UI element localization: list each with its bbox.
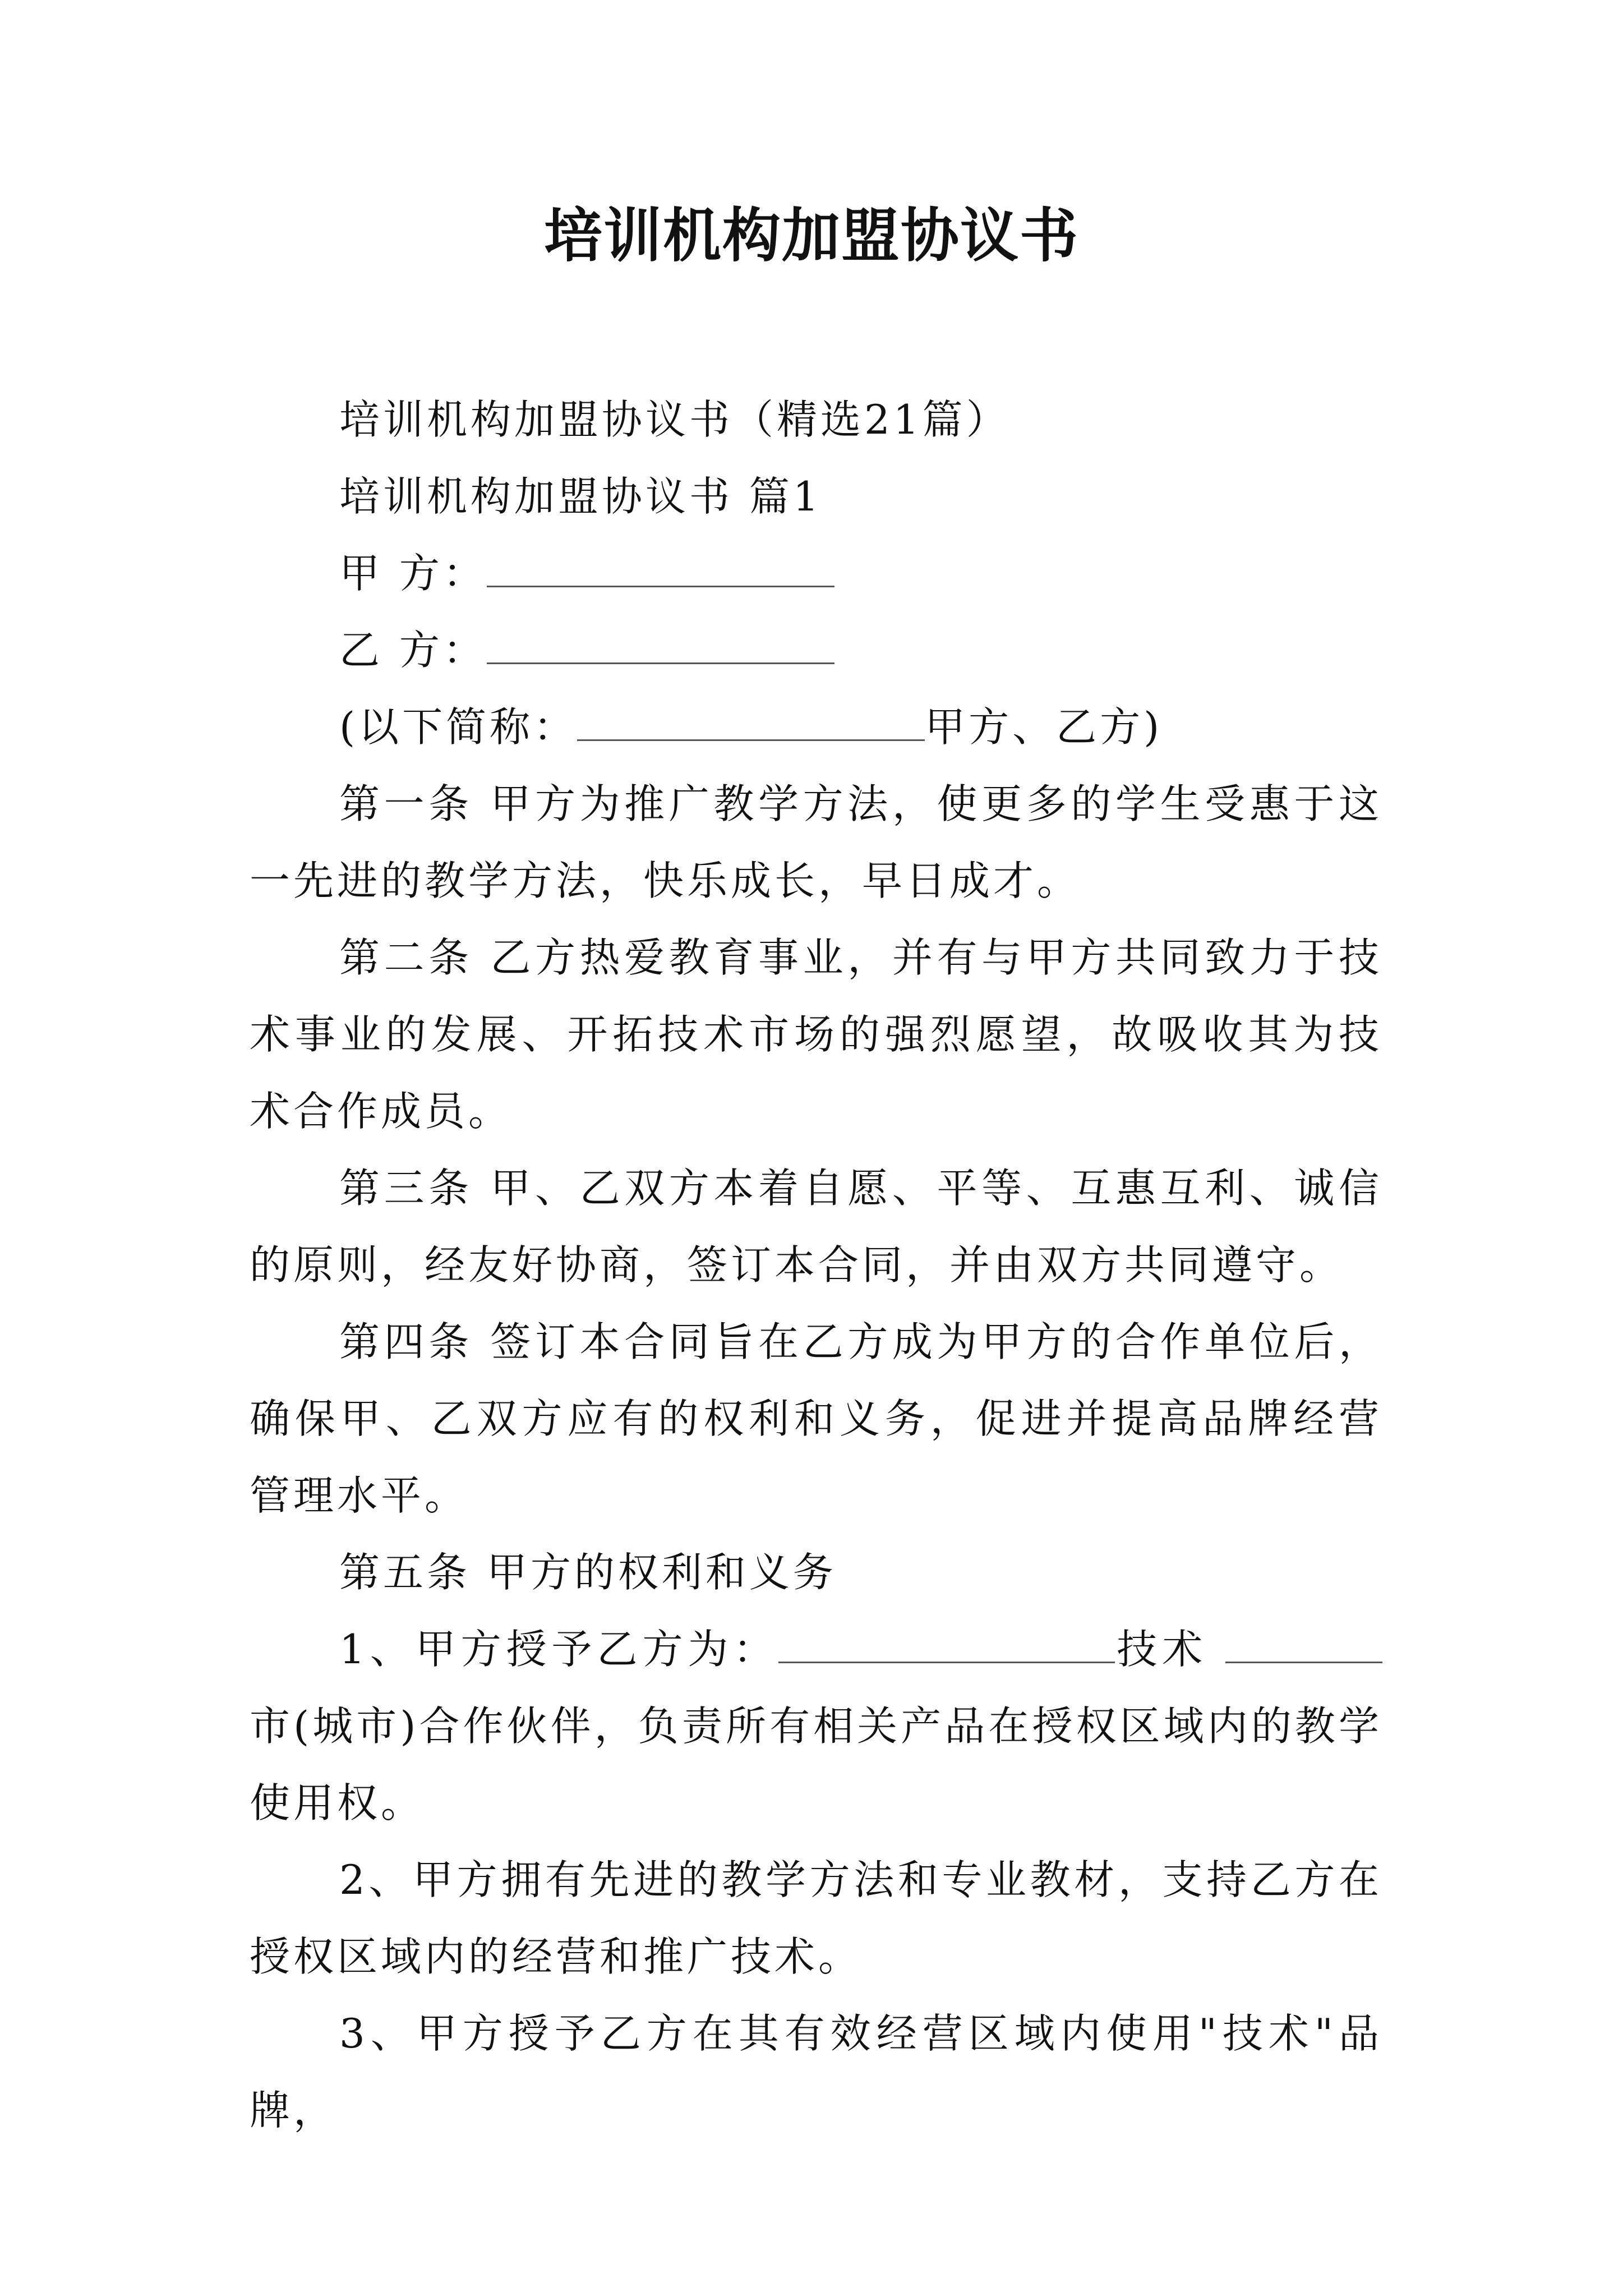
document-title: 培训机构加盟协议书 <box>543 201 1079 270</box>
article-5-item-2: 2、甲方拥有先进的教学方法和专业教材，支持乙方在授权区域内的经营和推广技术。 <box>250 1856 1382 1980</box>
item-1-blank-b <box>1225 1628 1382 1663</box>
section-heading: 培训机构加盟协议书 篇1 <box>339 473 822 520</box>
party-a-line <box>250 535 1382 612</box>
abbrev-prefix: (以下简称： <box>339 703 578 751</box>
article-1: 第一条 甲方为推广教学方法，使更多的学生受惠于这一先进的教学方法，快乐成长，早日成才。 <box>250 780 1382 904</box>
abbrev-blank <box>577 706 925 741</box>
party-b-line <box>250 612 1382 689</box>
article-3: 第三条 甲、乙双方本着自愿、平等、互惠互利、诚信的原则，经友好协商，签订本合同，并由双方共同遵守。 <box>250 1165 1382 1289</box>
article-5-item-3: 3、甲方授予乙方在其有效经营区域内使用"技术"品牌， <box>250 2010 1382 2134</box>
item-1-mid: 技术 <box>1115 1626 1225 1673</box>
document-body <box>250 381 1382 2149</box>
item-1-suffix: 市(城市)合作伙伴，负责所有相关产品在授权区域内的教学使用权。 <box>250 1703 1382 1826</box>
article-5-item-1 <box>250 1611 1382 1842</box>
abbreviation-line <box>250 689 1382 766</box>
item-1-prefix: 1、甲方授予乙方为： <box>339 1626 779 1673</box>
item-1-blank-a <box>778 1628 1115 1663</box>
document-subtitle: 培训机构加盟协议书（精选21篇） <box>339 396 1010 443</box>
article-4: 第四条 签订本合同旨在乙方成为甲方的合作单位后，确保甲、乙双方应有的权利和义务，促进并提高品牌经营管理水平。 <box>250 1318 1382 1519</box>
abbrev-suffix: 甲方、乙方) <box>925 703 1163 751</box>
party-b-blank <box>487 629 834 664</box>
party-a-label: 甲 方： <box>339 550 487 597</box>
party-b-label: 乙 方： <box>339 627 487 674</box>
article-5-heading: 第五条 甲方的权利和义务 <box>339 1549 837 1596</box>
party-a-blank <box>487 552 834 587</box>
article-2: 第二条 乙方热爱教育事业，并有与甲方共同致力于技术事业的发展、开拓技术市场的强烈愿望，故吸收其为技术合作成员。 <box>250 934 1382 1135</box>
